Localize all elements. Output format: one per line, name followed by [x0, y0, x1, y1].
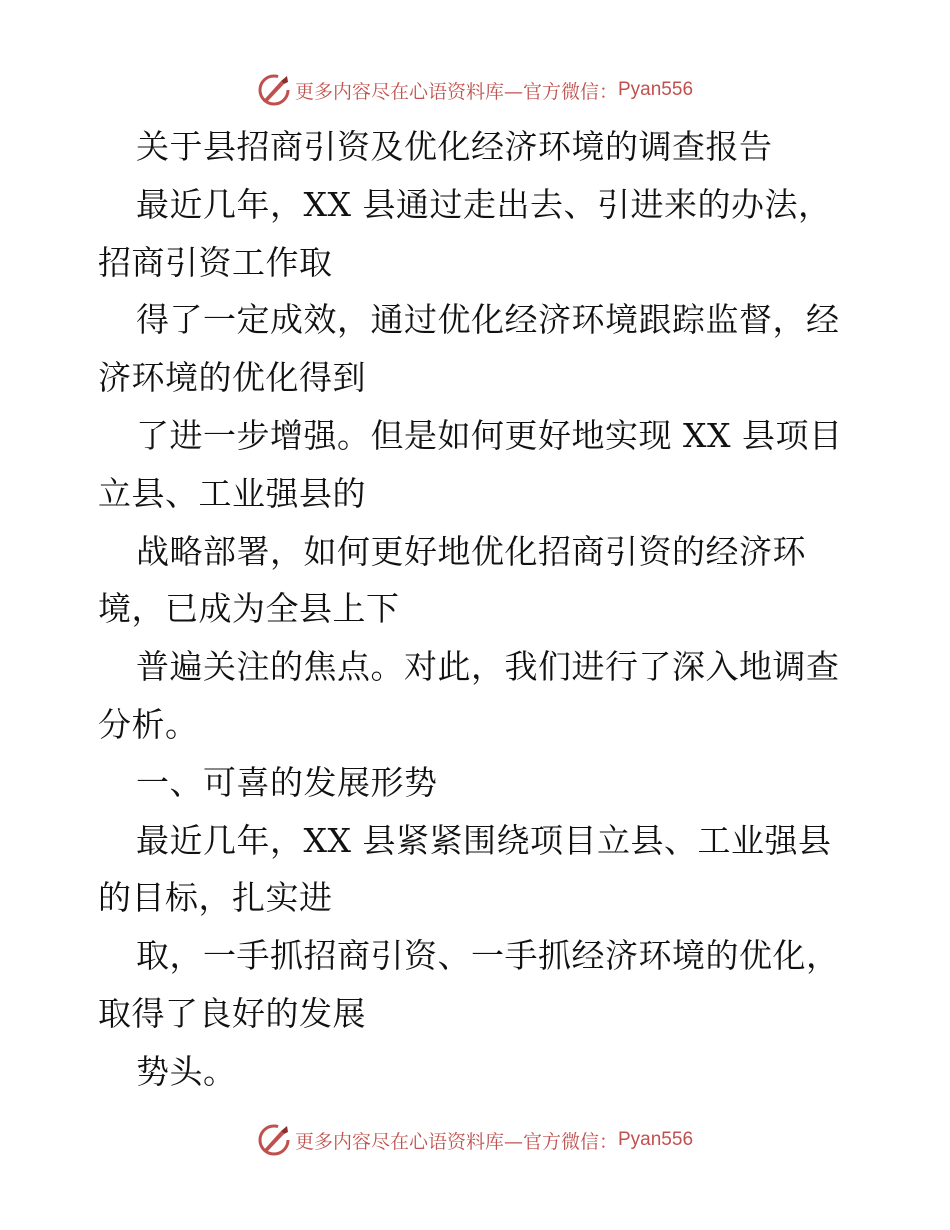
quill-pen-logo-icon [257, 1123, 291, 1157]
paragraph-line: 了进一步增强。但是如何更好地实现 XX 县项目 [136, 415, 843, 455]
paragraph-line: 得了一定成效，通过优化经济环境跟踪监督，经 [136, 300, 840, 340]
paragraph-line: 的目标，扎实进 [98, 878, 333, 918]
paragraph-line: 势头。 [136, 1051, 237, 1091]
footer-banner-wechat-id: Pyan556 [618, 1129, 694, 1150]
paragraph-line: 取，一手抓招商引资、一手抓经济环境的优化， [136, 936, 840, 976]
paragraph-line: 最近几年，XX 县通过走出去、引进来的办法， [136, 184, 832, 224]
header-banner-text: 更多内容尽在心语资料库—官方微信： [294, 80, 618, 103]
section-heading: 一、可喜的发展形势 [136, 762, 438, 802]
document-body [98, 118, 858, 1101]
header-banner [0, 70, 950, 110]
paragraph-line: 立县、工业强县的 [98, 473, 366, 513]
paragraph-line: 普遍关注的焦点。对此，我们进行了深入地调查 [136, 647, 840, 687]
paragraph-line: 济环境的优化得到 [98, 358, 366, 398]
paragraph-line: 取得了良好的发展 [98, 993, 366, 1033]
document-title: 关于县招商引资及优化经济环境的调查报告 [136, 127, 773, 166]
footer-banner-text: 更多内容尽在心语资料库—官方微信： [294, 1130, 618, 1153]
header-banner-wechat-id: Pyan556 [618, 79, 694, 100]
paragraph-line: 战略部署，如何更好地优化招商引资的经济环 [136, 531, 806, 571]
quill-pen-logo-icon [257, 73, 291, 107]
paragraph-line: 最近几年，XX 县紧紧围绕项目立县、工业强县 [136, 820, 832, 860]
paragraph-line: 招商引资工作取 [98, 242, 333, 282]
paragraph-line: 境，已成为全县上下 [98, 589, 400, 629]
paragraph-line: 分析。 [98, 704, 199, 744]
footer-banner [0, 1120, 950, 1160]
